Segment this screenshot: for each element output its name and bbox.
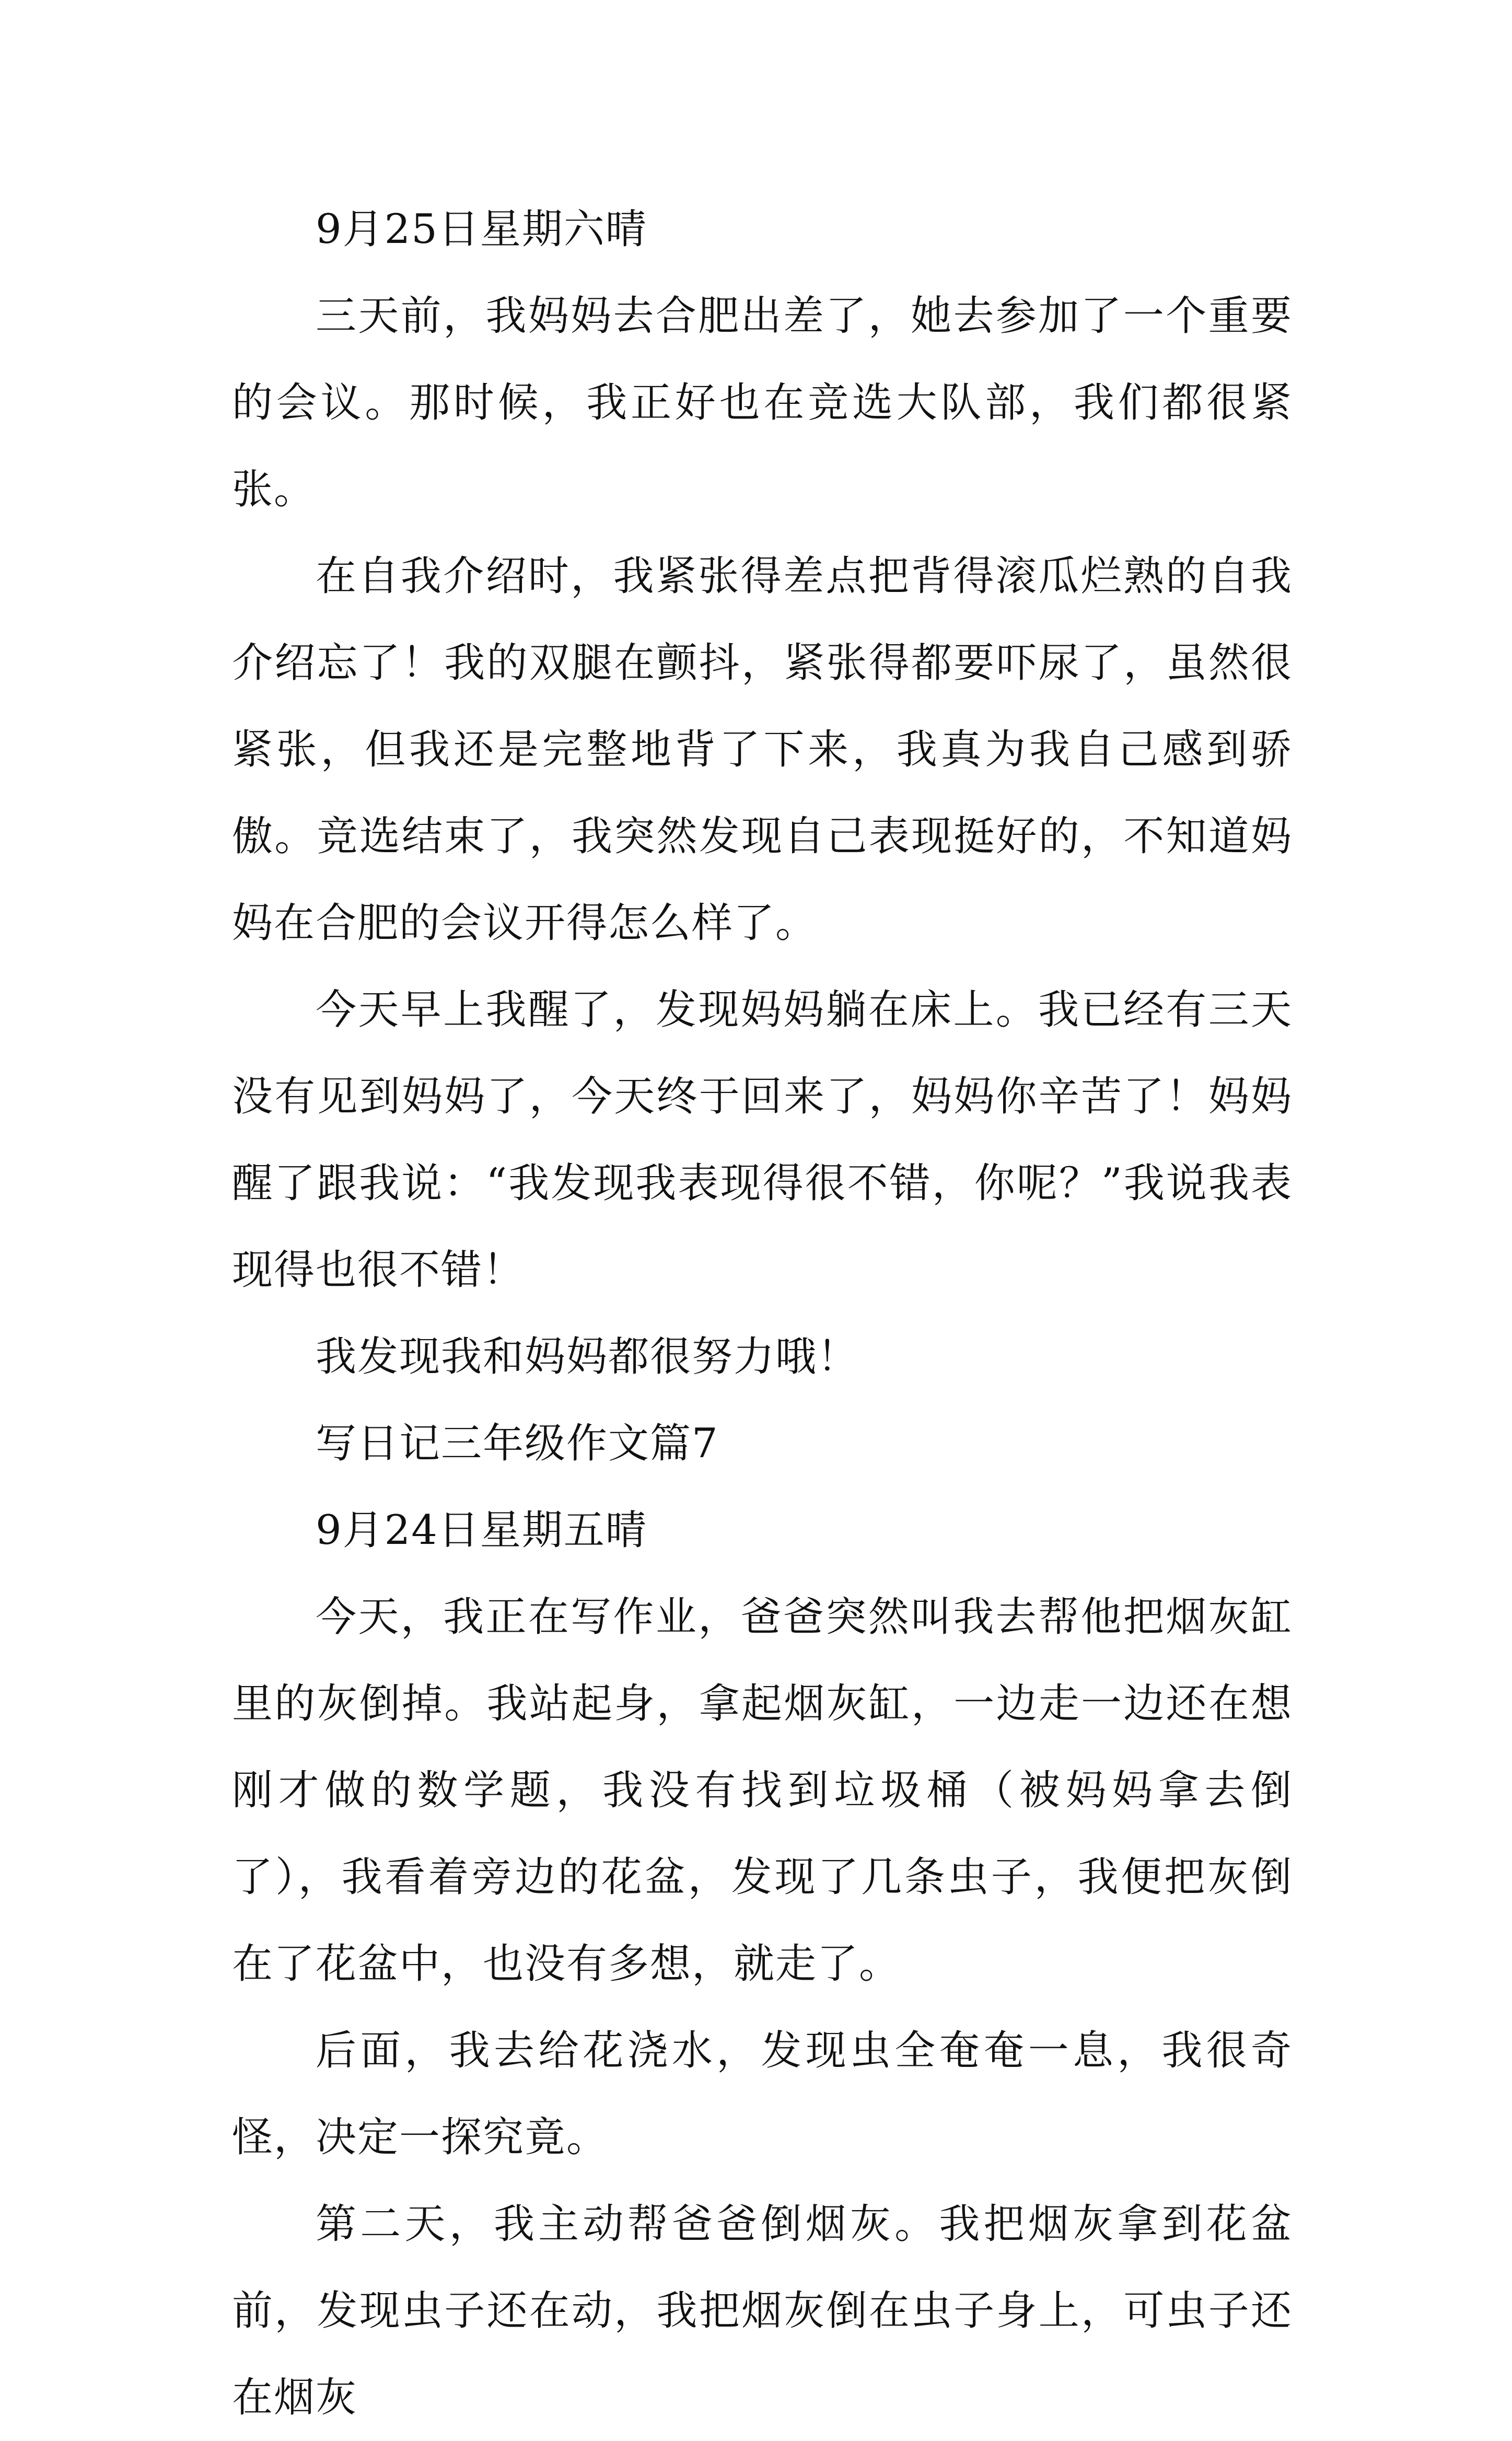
paragraph: 今天早上我醒了，发现妈妈躺在床上。我已经有三天没有见到妈妈了，今天终于回来了，妈妈你辛苦了！妈妈醒了跟我说：“我发现我表现得很不错，你呢？”我说我表现得也很不错！: [232, 986, 1293, 1294]
paragraph: 我发现我和妈妈都很努力哦！: [316, 1333, 859, 1380]
paragraph: 三天前，我妈妈去合肥出差了，她去参加了一个重要的会议。那时候，我正好也在竞选大队部，我们都很紧张。: [232, 293, 1293, 513]
paragraph: 在自我介绍时，我紧张得差点把背得滚瓜烂熟的自我介绍忘了！我的双腿在颤抖，紧张得都要吓尿了，虽然很紧张，但我还是完整地背了下来，我真为我自己感到骄傲。竞选结束了，我突然发现自己表现挺好的，不知道妈妈在合肥的会议开得怎么样了。: [232, 553, 1293, 947]
date-heading: 9月24日星期五晴: [316, 1507, 647, 1554]
document-body: [232, 186, 1293, 2441]
paragraph: 今天，我正在写作业，爸爸突然叫我去帮他把烟灰缸里的灰倒掉。我站起身，拿起烟灰缸，一边走一边还在想刚才做的数学题，我没有找到垃圾桶（被妈妈拿去倒了），我看着旁边的花盆，发现了几条虫子，我便把灰倒在了花盆中，也没有多想，就走了。: [232, 1594, 1293, 1987]
date-heading: 9月25日星期六晴: [316, 206, 647, 253]
paragraph: 后面，我去给花浇水，发现虫全奄奄一息，我很奇怪，决定一探究竟。: [232, 2027, 1293, 2161]
section-title: 写日记三年级作文篇7: [316, 1420, 719, 1467]
paragraph: 第二天，我主动帮爸爸倒烟灰。我把烟灰拿到花盆前，发现虫子还在动，我把烟灰倒在虫子身上，可虫子还在烟灰: [232, 2201, 1293, 2421]
